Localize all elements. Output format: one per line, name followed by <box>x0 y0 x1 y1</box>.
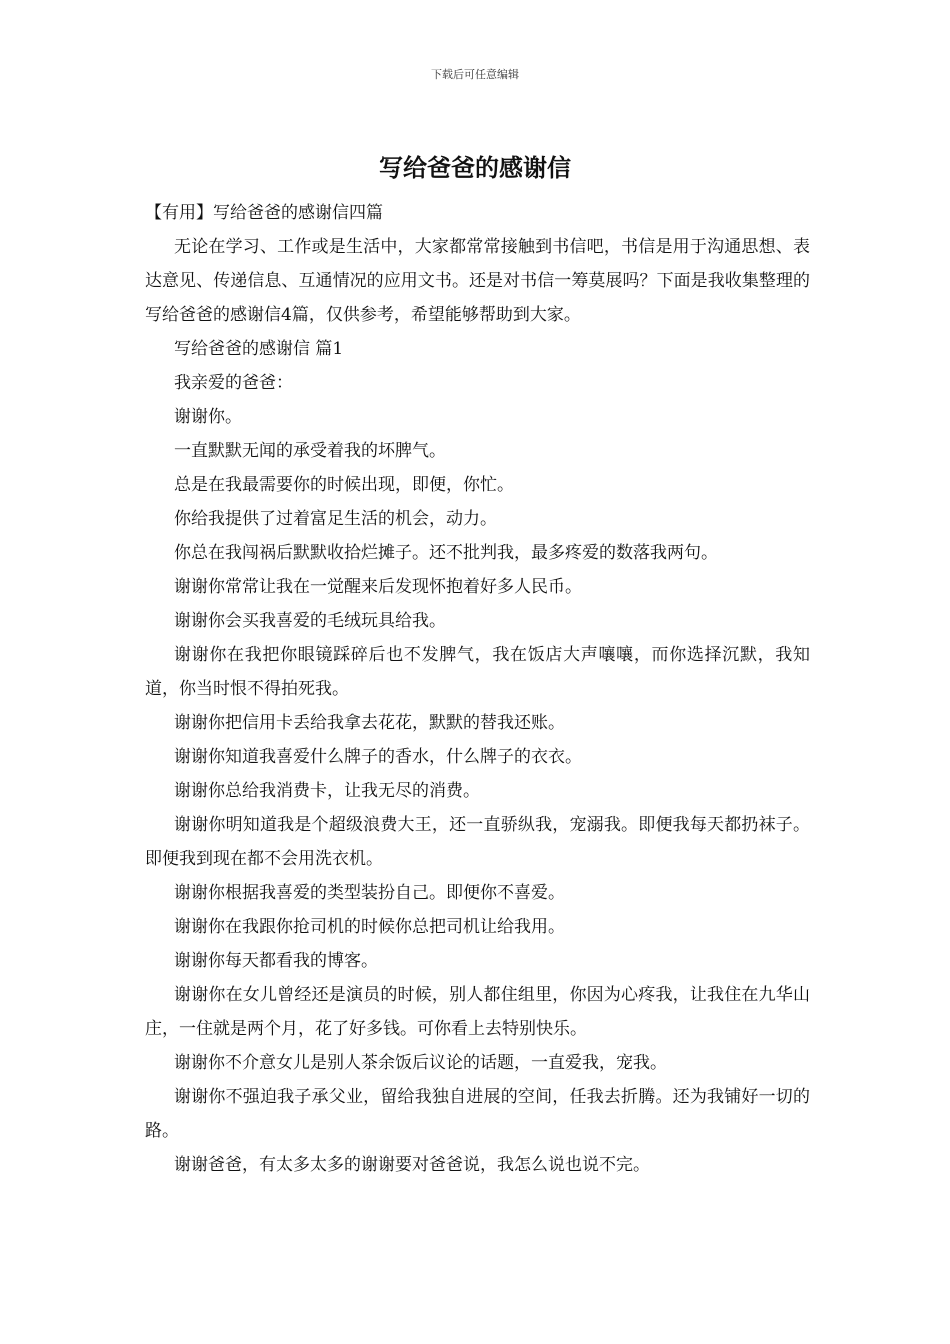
paragraph: 谢谢你明知道我是个超级浪费大王，还一直骄纵我，宠溺我。即便我每天都扔袜子。即便我到现在都不会用洗衣机。 <box>145 815 810 869</box>
paragraph: 谢谢你知道我喜爱什么牌子的香水，什么牌子的衣衣。 <box>174 747 582 767</box>
paragraph: 你总在我闯祸后默默收拾烂摊子。还不批判我，最多疼爱的数落我两句。 <box>174 543 718 563</box>
section-heading: 写给爸爸的感谢信 篇1 <box>174 339 344 359</box>
paragraph: 谢谢你不介意女儿是别人茶余饭后议论的话题，一直爱我，宠我。 <box>174 1053 667 1073</box>
paragraph: 一直默默无闻的承受着我的坏脾气。 <box>174 441 446 461</box>
paragraph: 谢谢你在我把你眼镜踩碎后也不发脾气，我在饭店大声嚷嚷，而你选择沉默，我知道，你当时恨不得拍死我。 <box>145 645 810 699</box>
paragraph: 总是在我最需要你的时候出现，即便，你忙。 <box>174 475 514 495</box>
document-body <box>145 196 810 1182</box>
document-subtitle: 【有用】写给爸爸的感谢信四篇 <box>145 203 383 223</box>
paragraph-intro: 无论在学习、工作或是生活中，大家都常常接触到书信吧，书信是用于沟通思想、表达意见、传递信息、互通情况的应用文书。还是对书信一筹莫展吗？下面是我收集整理的写给爸爸的感谢信4篇，仅供参考，希望能够帮助到大家。 <box>145 237 810 325</box>
paragraph: 谢谢爸爸，有太多太多的谢谢要对爸爸说，我怎么说也说不完。 <box>174 1155 650 1175</box>
paragraph: 谢谢你不强迫我子承父业，留给我独自进展的空间，任我去折腾。还为我铺好一切的路。 <box>145 1087 810 1141</box>
paragraph: 谢谢你。 <box>174 407 242 427</box>
paragraph: 谢谢你总给我消费卡，让我无尽的消费。 <box>174 781 480 801</box>
paragraph: 谢谢你会买我喜爱的毛绒玩具给我。 <box>174 611 446 631</box>
paragraph: 你给我提供了过着富足生活的机会，动力。 <box>174 509 497 529</box>
paragraph: 谢谢你每天都看我的博客。 <box>174 951 378 971</box>
paragraph: 谢谢你在女儿曾经还是演员的时候，别人都住组里，你因为心疼我，让我住在九华山庄，一住就是两个月，花了好多钱。可你看上去特别快乐。 <box>145 985 810 1039</box>
document-title: 写给爸爸的感谢信 <box>379 153 571 182</box>
paragraph: 谢谢你根据我喜爱的类型装扮自己。即便你不喜爱。 <box>174 883 565 903</box>
salutation: 我亲爱的爸爸： <box>174 373 293 393</box>
paragraph: 谢谢你把信用卡丢给我拿去花花，默默的替我还账。 <box>174 713 565 733</box>
paragraph: 谢谢你常常让我在一觉醒来后发现怀抱着好多人民币。 <box>174 577 582 597</box>
paragraph: 谢谢你在我跟你抢司机的时候你总把司机让给我用。 <box>174 917 565 937</box>
header-note: 下载后可任意编辑 <box>431 68 519 81</box>
